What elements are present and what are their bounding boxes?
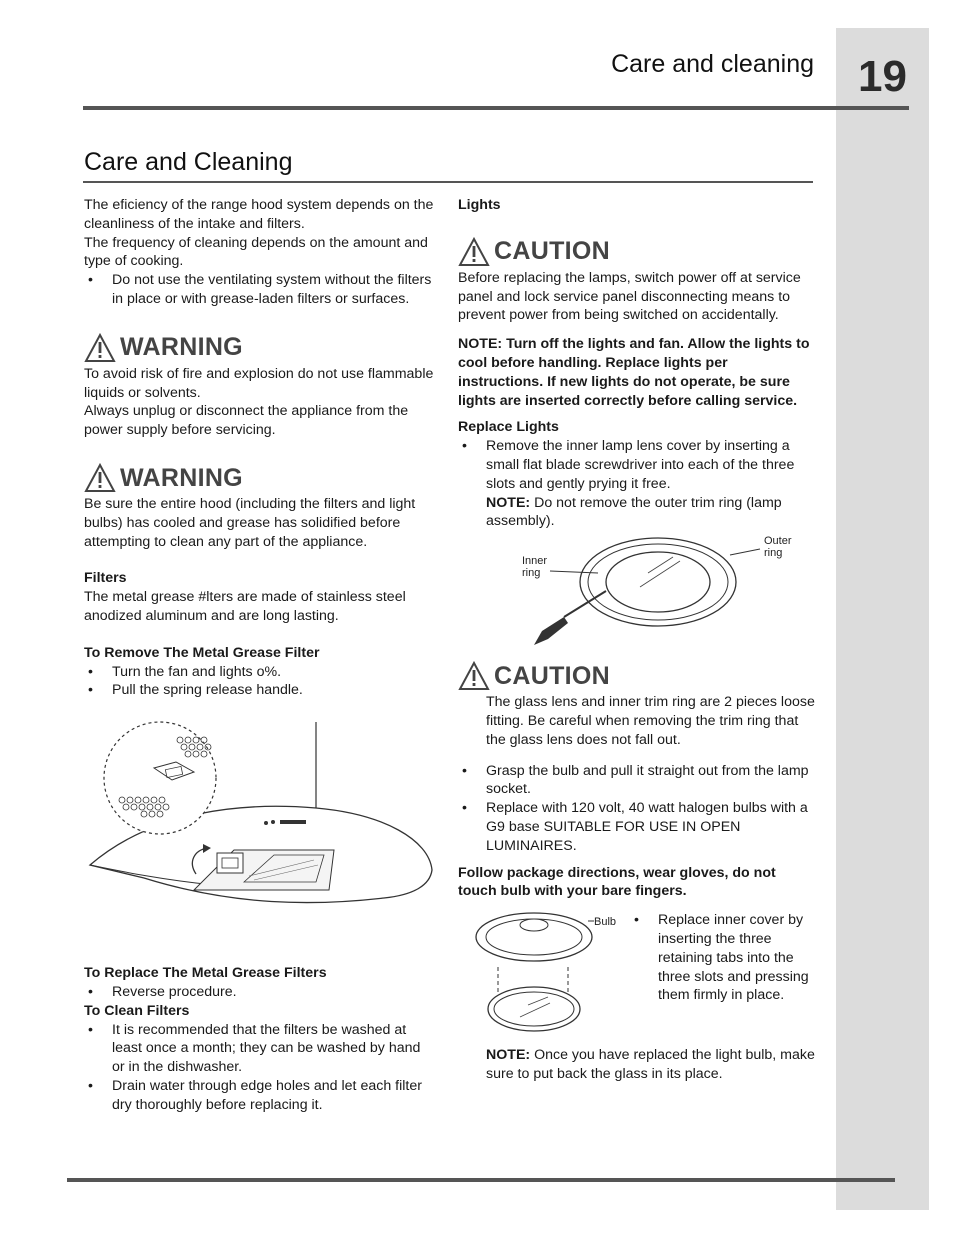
replace-filters-title: To Replace The Metal Grease Filters <box>84 965 327 982</box>
bulb-replacement-block <box>458 909 816 1044</box>
bulb-bullets <box>458 762 816 856</box>
section-rule <box>83 181 813 183</box>
remove-filter-title: To Remove The Metal Grease Filter <box>84 644 320 661</box>
list-item: • Turn the fan and lights o%. <box>84 663 434 682</box>
note-text: Do not remove the outer trim ring (lamp assembly). <box>486 494 782 530</box>
footer-rule <box>67 1178 895 1182</box>
list-item: • Grasp the bulb and pull it straight out from the lamp socket. <box>458 762 816 800</box>
list-item: • Reverse procedure. <box>84 983 434 1002</box>
filters-text: The metal grease #lters are made of stainless steel anodized aluminum and are long lasting. <box>84 589 406 624</box>
warning-heading-2 <box>84 461 434 495</box>
note-text: Once you have replaced the light bulb, make sure to put back the glass in its place. <box>486 1047 815 1082</box>
caution-heading-1 <box>458 235 816 269</box>
intro-paragraph-1: The eficiency of the range hood system depends on the cleanliness of the intake and filters. <box>84 197 434 232</box>
lamp-ring-figure <box>458 535 816 653</box>
final-note <box>458 1046 816 1084</box>
replace-lights-title: Replace Lights <box>458 419 559 436</box>
replace-filters-bullets <box>84 983 434 1002</box>
header-rule <box>83 106 909 110</box>
filters-title: Filters <box>84 570 127 587</box>
lights-note: NOTE: Turn off the lights and fan. Allow the lights to cool before handling. Replace lights per instructions. If new lights do not operate, be sure lights are inserted correctly before calling service. <box>458 336 810 409</box>
right-column <box>458 196 816 1084</box>
lights-title: Lights <box>458 197 501 213</box>
clean-filters-title: To Clean Filters <box>84 1002 190 1019</box>
remove-filter-bullets <box>84 663 434 701</box>
follow-directions: Follow package directions, wear gloves, do not touch bulb with your bare fingers. <box>458 864 776 900</box>
note-label: NOTE: <box>486 494 531 511</box>
bulb-illustration <box>458 909 598 1044</box>
page-number: 19 <box>858 52 907 101</box>
inner-cover-bullets <box>630 911 818 1005</box>
intro-bullets <box>84 271 434 309</box>
caution-word: CAUTION <box>494 661 610 690</box>
alert-triangle-icon <box>458 661 490 691</box>
intro-paragraph-2: The frequency of cleaning depends on the amount and type of cooking. <box>84 234 428 270</box>
caution-1-text: Before replacing the lamps, switch power off at service panel and lock service panel disconnecting means to prevent power from being switched on accidentally. <box>458 269 801 324</box>
list-item: • Pull the spring release handle. <box>84 681 434 700</box>
warning-heading-1 <box>84 331 434 365</box>
replace-lights-bullets <box>458 437 816 493</box>
warning-1-line-1: To avoid risk of fire and explosion do not use flammable liquids or solvents. <box>84 365 434 401</box>
alert-triangle-icon <box>84 463 116 493</box>
list-item: • Drain water through edge holes and let each filter dry thoroughly before replacing it. <box>84 1077 434 1115</box>
note-label: NOTE: <box>486 1047 531 1064</box>
section-title: Care and Cleaning <box>84 148 293 176</box>
inner-ring-label: Inner ring <box>522 555 548 580</box>
header-title: Care and cleaning <box>611 50 814 78</box>
left-column <box>84 196 434 1115</box>
warning-2-text: Be sure the entire hood (including the filters and light bulbs) has cooled and grease has solidified before attempting to clean any part of the appliance. <box>84 495 416 550</box>
caution-2-text: The glass lens and inner trim ring are 2 pieces loose fitting. Be careful when removing the trim ring that the glass lens does not fall out. <box>486 694 815 748</box>
list-item: • Replace with 120 volt, 40 watt halogen bulbs with a G9 base SUITABLE FOR USE IN OPEN LUMINAIRES. <box>458 799 816 855</box>
warning-word: WARNING <box>120 333 243 362</box>
caution-heading-2 <box>458 659 816 693</box>
warning-1-line-2: Always unplug or disconnect the appliance from the power supply before servicing. <box>84 403 409 439</box>
list-item: • Remove the inner lamp lens cover by inserting a small flat blade screwdriver into each of the three slots and gently prying it free. <box>458 437 816 493</box>
list-item: • Do not use the ventilating system without the filters in place or with grease-laden filters or surfaces. <box>84 271 434 309</box>
lamp-ring-illustration <box>458 535 816 653</box>
list-item: • It is recommended that the filters be washed at least once a month; they can be washed by hand or in the dishwasher. <box>84 1021 434 1077</box>
list-item: • Replace inner cover by inserting the three retaining tabs into the three slots and pressing them firmly in place. <box>630 911 818 1005</box>
alert-triangle-icon <box>458 237 490 267</box>
range-hood-illustration <box>84 710 434 960</box>
bulb-label: Bulb <box>594 916 617 929</box>
caution-word: CAUTION <box>494 237 610 266</box>
side-tab <box>836 28 929 1210</box>
clean-filters-bullets <box>84 1021 434 1115</box>
alert-triangle-icon <box>84 333 116 363</box>
warning-word: WARNING <box>120 463 243 492</box>
replace-lights-note <box>458 494 816 532</box>
outer-ring-label: Outer ring <box>764 535 792 560</box>
